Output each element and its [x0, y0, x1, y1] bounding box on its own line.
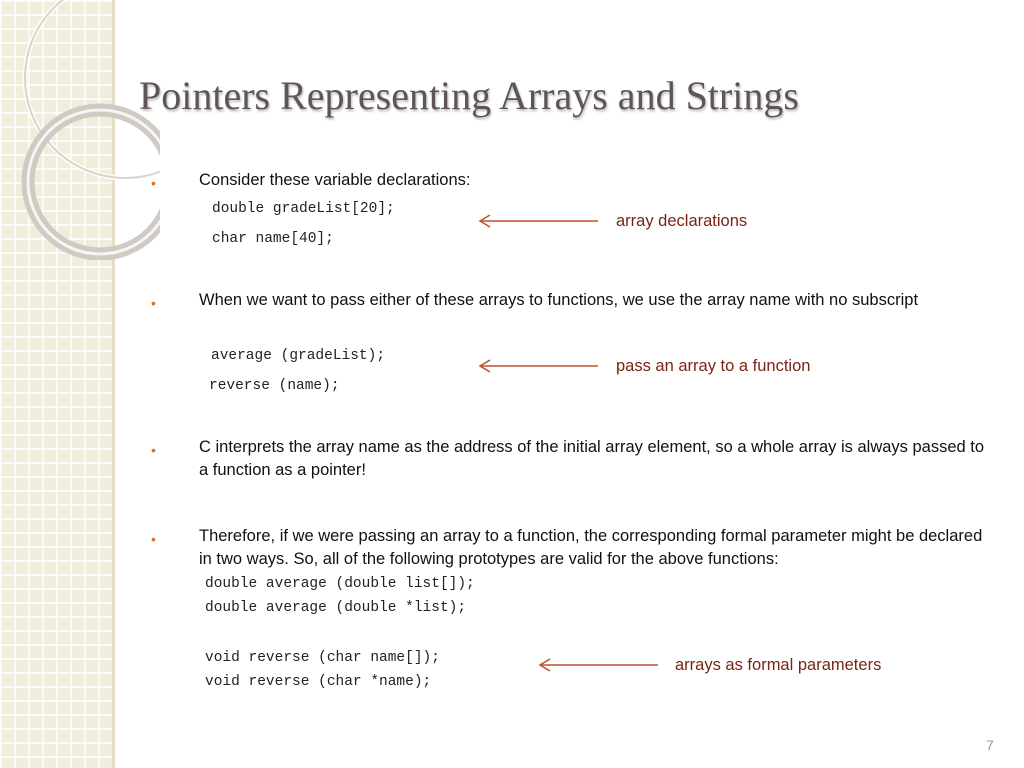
bullet-text-3: C interprets the array name as the address of the initial array element, so a whole array is always passed to a function as a pointer! [199, 438, 985, 479]
code-call-2: reverse (name); [209, 378, 340, 394]
sidebar-pattern [0, 0, 112, 768]
annotation-pass-array: pass an array to a function [616, 357, 811, 375]
bullet-marker: • [151, 175, 156, 191]
code-decl-2: char name[40]; [212, 231, 334, 247]
page-number: 7 [986, 737, 994, 753]
code-proto-3: void reverse (char name[]); [205, 650, 440, 666]
code-decl-1: double gradeList[20]; [212, 201, 395, 217]
left-arrow-icon [536, 657, 660, 673]
code-proto-1: double average (double list[]); [205, 576, 475, 592]
code-proto-2: double average (double *list); [205, 600, 467, 616]
bullet-text-2: When we want to pass either of these arrays to functions, we use the array name with no subscript [199, 291, 919, 309]
annotation-formal-parameters: arrays as formal parameters [675, 656, 882, 674]
annotation-array-declarations: array declarations [616, 212, 748, 230]
code-proto-4: void reverse (char *name); [205, 674, 432, 690]
bullet-marker: • [151, 295, 156, 311]
left-arrow-icon [476, 358, 600, 374]
slide-title: Pointers Representing Arrays and Strings [139, 73, 799, 118]
bullet-marker: • [151, 531, 156, 547]
bullet-text-4: Therefore, if we were passing an array to a function, the corresponding formal parameter might be declared in two ways. So, all of the following prototypes are valid for the above functions: [199, 527, 983, 568]
bullet-marker: • [151, 442, 156, 458]
left-arrow-icon [476, 213, 600, 229]
sidebar-edge [112, 0, 115, 768]
code-call-1: average (gradeList); [211, 348, 386, 364]
bullet-text-1: Consider these variable declarations: [199, 171, 471, 189]
